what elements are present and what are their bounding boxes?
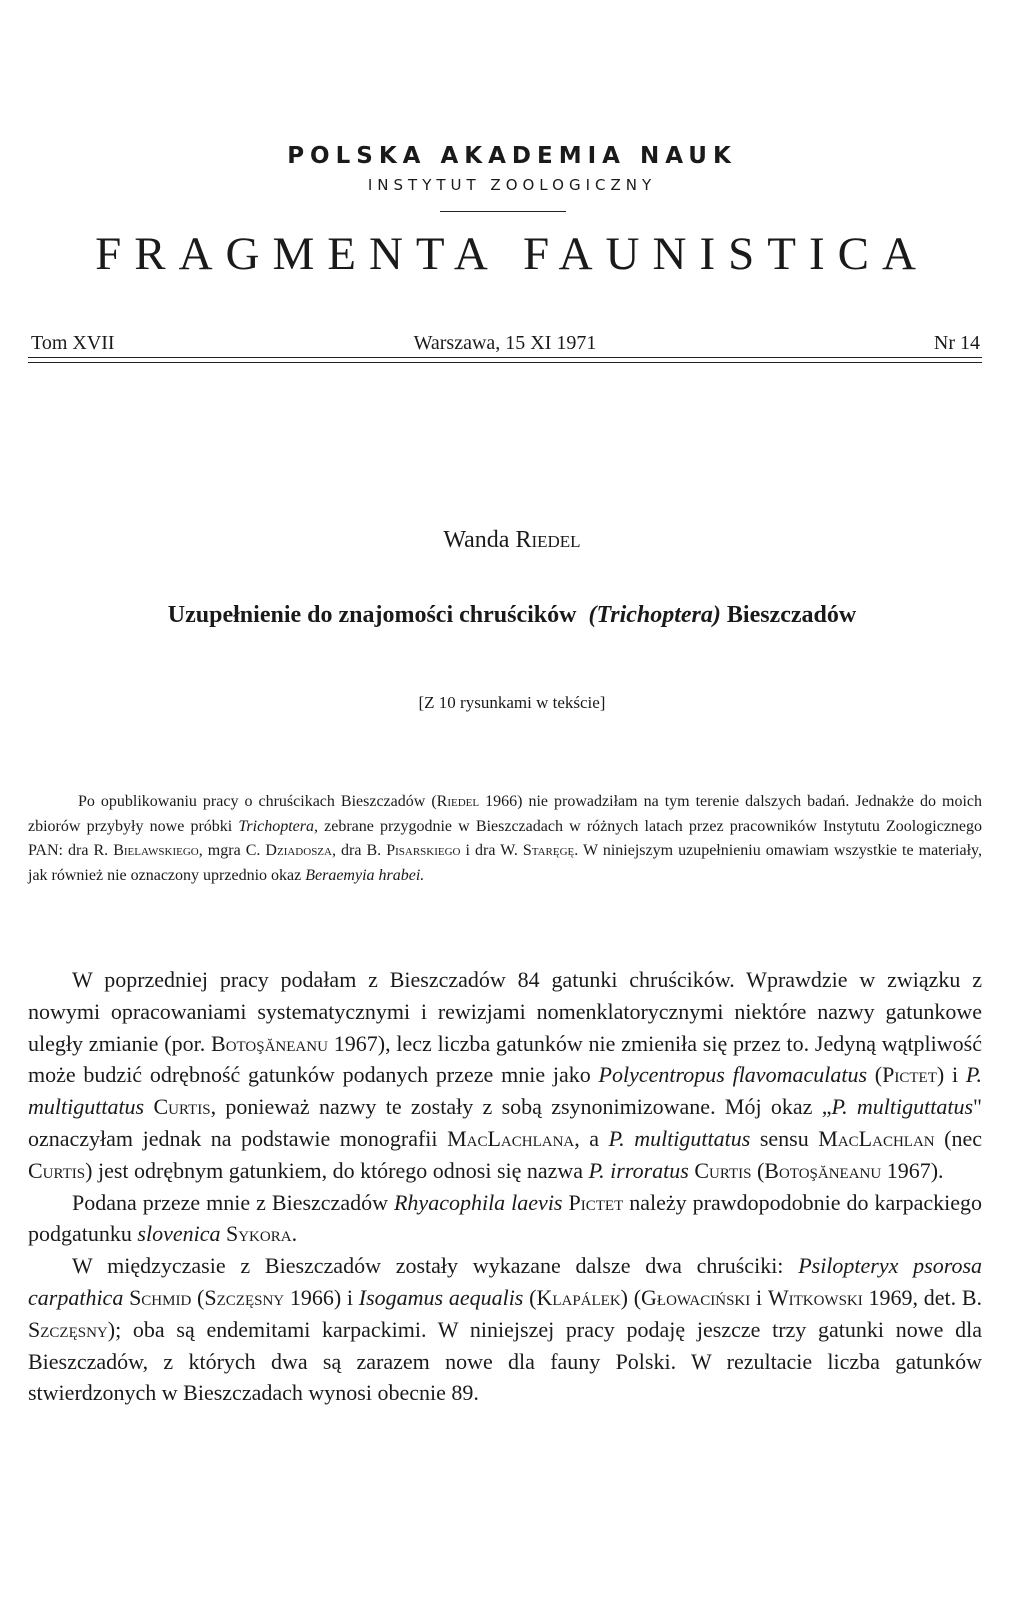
body-text: , a	[574, 1125, 609, 1151]
taxon-name: Psilopteryx psorosa carpathica	[28, 1253, 983, 1310]
abstract-text: 1966) nie prowadziłam na tym terenie dalszych badań. Jednakże do moich zbiorów przybyły nowe próbki	[28, 793, 983, 835]
body-text: (	[751, 1157, 765, 1183]
body-text: Podana przeze mnie z Bieszczadów	[72, 1189, 394, 1215]
body-text: 1967), lecz liczba gatunków nie zmieniła się przez to. Jedyną wątpliwość może budzić odrębność gatunków podanych przeze mnie jako	[28, 1030, 982, 1088]
author-first-name: Wanda	[443, 527, 510, 553]
author-citation: Botoşăneanu	[211, 1030, 328, 1056]
author-citation: Curtis	[28, 1157, 86, 1183]
body-text: i	[750, 1284, 768, 1310]
author-citation: Riedel	[436, 793, 480, 810]
author-citation: Curtis	[694, 1157, 752, 1183]
body-text: " oznaczyłam jednak na podstawie monografii	[28, 1094, 982, 1151]
abstract-paragraph	[28, 790, 982, 888]
body-text: ) (	[620, 1284, 642, 1310]
abstract-text: , dra B.	[331, 842, 387, 859]
taxon-name: slovenica	[137, 1221, 221, 1247]
body-text: (nec	[934, 1125, 983, 1151]
taxon-name: P. irroratus	[588, 1157, 689, 1183]
figures-note: [Z 10 rysunkami w tekście]	[418, 693, 606, 712]
body-paragraph-3	[28, 1250, 982, 1409]
body-text: .	[291, 1221, 298, 1247]
body-text: ); oba są endemitami karpackimi. W niniejszej pracy podaję jeszcze trzy gatunki nowe dla Bieszczadów, z których dwa są zarazem nowe dla fauny Polski. W rezultacie liczba gatunków stwierdzonych w Bieszczadach wynosi obecnie 89.	[28, 1316, 982, 1406]
journal-title: FRAGMENTA FAUNISTICA	[95, 228, 929, 280]
header-rule-bottom	[28, 362, 982, 363]
author-citation: Curtis	[153, 1094, 211, 1120]
body-text: ) i	[936, 1062, 966, 1088]
title-part-1: Uzupełnienie do znajomości chruścików	[167, 602, 577, 628]
author-citation: Pictet	[568, 1189, 624, 1215]
author-citation: Witkowski	[767, 1284, 863, 1310]
taxon-name: Isogamus aequalis	[358, 1284, 524, 1310]
body-text: 1966) i	[284, 1284, 359, 1310]
taxon-name: P. multiguttatus	[608, 1125, 751, 1151]
header-rule-top	[28, 357, 982, 358]
abstract-text: Po opublikowaniu pracy o chruścikach Bieszczadów (	[78, 793, 437, 810]
taxon-name: Rhyacophila laevis	[393, 1189, 563, 1215]
body-text: sensu	[750, 1125, 819, 1151]
body-text: , ponieważ nazwy te zostały z sobą zsynonimizowane. Mój okaz „	[210, 1094, 832, 1120]
body-text: 1969, det. B.	[862, 1284, 983, 1310]
person-name: Staręgę	[522, 842, 575, 859]
article-author	[0, 527, 1024, 554]
abstract-text: , mgra C.	[198, 842, 266, 859]
author-citation: Sykora	[225, 1221, 292, 1247]
body-text: (	[523, 1284, 537, 1310]
title-taxon: (Trichoptera)	[588, 602, 721, 628]
title-part-2: Bieszczadów	[726, 602, 857, 628]
academy-name: POLSKA AKADEMIA NAUK	[287, 143, 737, 169]
masthead-divider	[440, 211, 566, 212]
author-citation: Szczęsny	[28, 1316, 108, 1342]
body-text: (	[867, 1062, 883, 1088]
abstract-text: zebrane przygodnie w Bieszczadach w różnych latach przez pracowników Instytutu Zoologicznego PAN: dra R.	[28, 817, 982, 859]
author-citation: MacLachlana	[447, 1125, 575, 1151]
body-paragraph-2	[28, 1187, 982, 1251]
body-text: 1967).	[881, 1157, 944, 1183]
author-citation: Szczęsny	[204, 1284, 285, 1310]
abstract-text: . W niniejszym uzupełnieniu omawiam wszystkie te materiały, jak również nie oznaczony uprzednio okaz	[28, 842, 983, 884]
author-citation: Klapálek	[536, 1284, 621, 1310]
abstract	[28, 790, 982, 888]
person-name: Pisarskiego	[386, 842, 461, 859]
taxon-name: P. multiguttatus	[28, 1062, 982, 1120]
author-last-name: Riedel	[515, 527, 581, 553]
taxon-name: Trichoptera,	[238, 817, 318, 835]
body-text: (	[191, 1284, 205, 1310]
body-text: W międzyczasie z Bieszczadów zostały wykazane dalsze dwa chruściki:	[72, 1253, 799, 1279]
body-text: należy prawdopodobnie do karpackiego podgatunku	[28, 1189, 983, 1247]
article-body	[28, 964, 982, 1409]
issue-volume: Tom XVII	[31, 332, 115, 354]
author-citation: Głowaciński	[641, 1284, 751, 1310]
body-paragraph-1	[28, 964, 982, 1187]
author-citation: Pictet	[882, 1062, 937, 1088]
person-name: Dziadosza	[265, 842, 332, 859]
body-text: W poprzedniej pracy podałam z Bieszczadów 84 gatunki chruścików. Wprawdzie w związku z nowymi opracowaniami systematycznymi i rewizjami nomenklatorycznymi niektóre nazwy gatunkowe uległy zmianie (por.	[28, 967, 982, 1056]
issue-number: Nr 14	[933, 332, 980, 354]
abstract-text: i dra W.	[460, 842, 523, 859]
taxon-name: Polycentropus flavomaculatus	[598, 1062, 868, 1088]
body-text: ) jest odrębnym gatunkiem, do którego odnosi się nazwa	[85, 1157, 589, 1183]
article-title	[0, 602, 1024, 629]
person-name: Bielawskiego	[113, 842, 199, 859]
issue-place-date: Warszawa, 15 XI 1971	[413, 332, 597, 354]
author-citation: Botoşăneanu	[764, 1157, 882, 1183]
author-citation: MacLachlan	[818, 1125, 935, 1151]
taxon-name: Beraemyia hrabei.	[305, 866, 425, 884]
author-citation: Schmid	[129, 1284, 192, 1310]
institute-name: INSTYTUT ZOOLOGICZNY	[367, 176, 657, 194]
taxon-name: P. multiguttatus	[831, 1094, 974, 1120]
